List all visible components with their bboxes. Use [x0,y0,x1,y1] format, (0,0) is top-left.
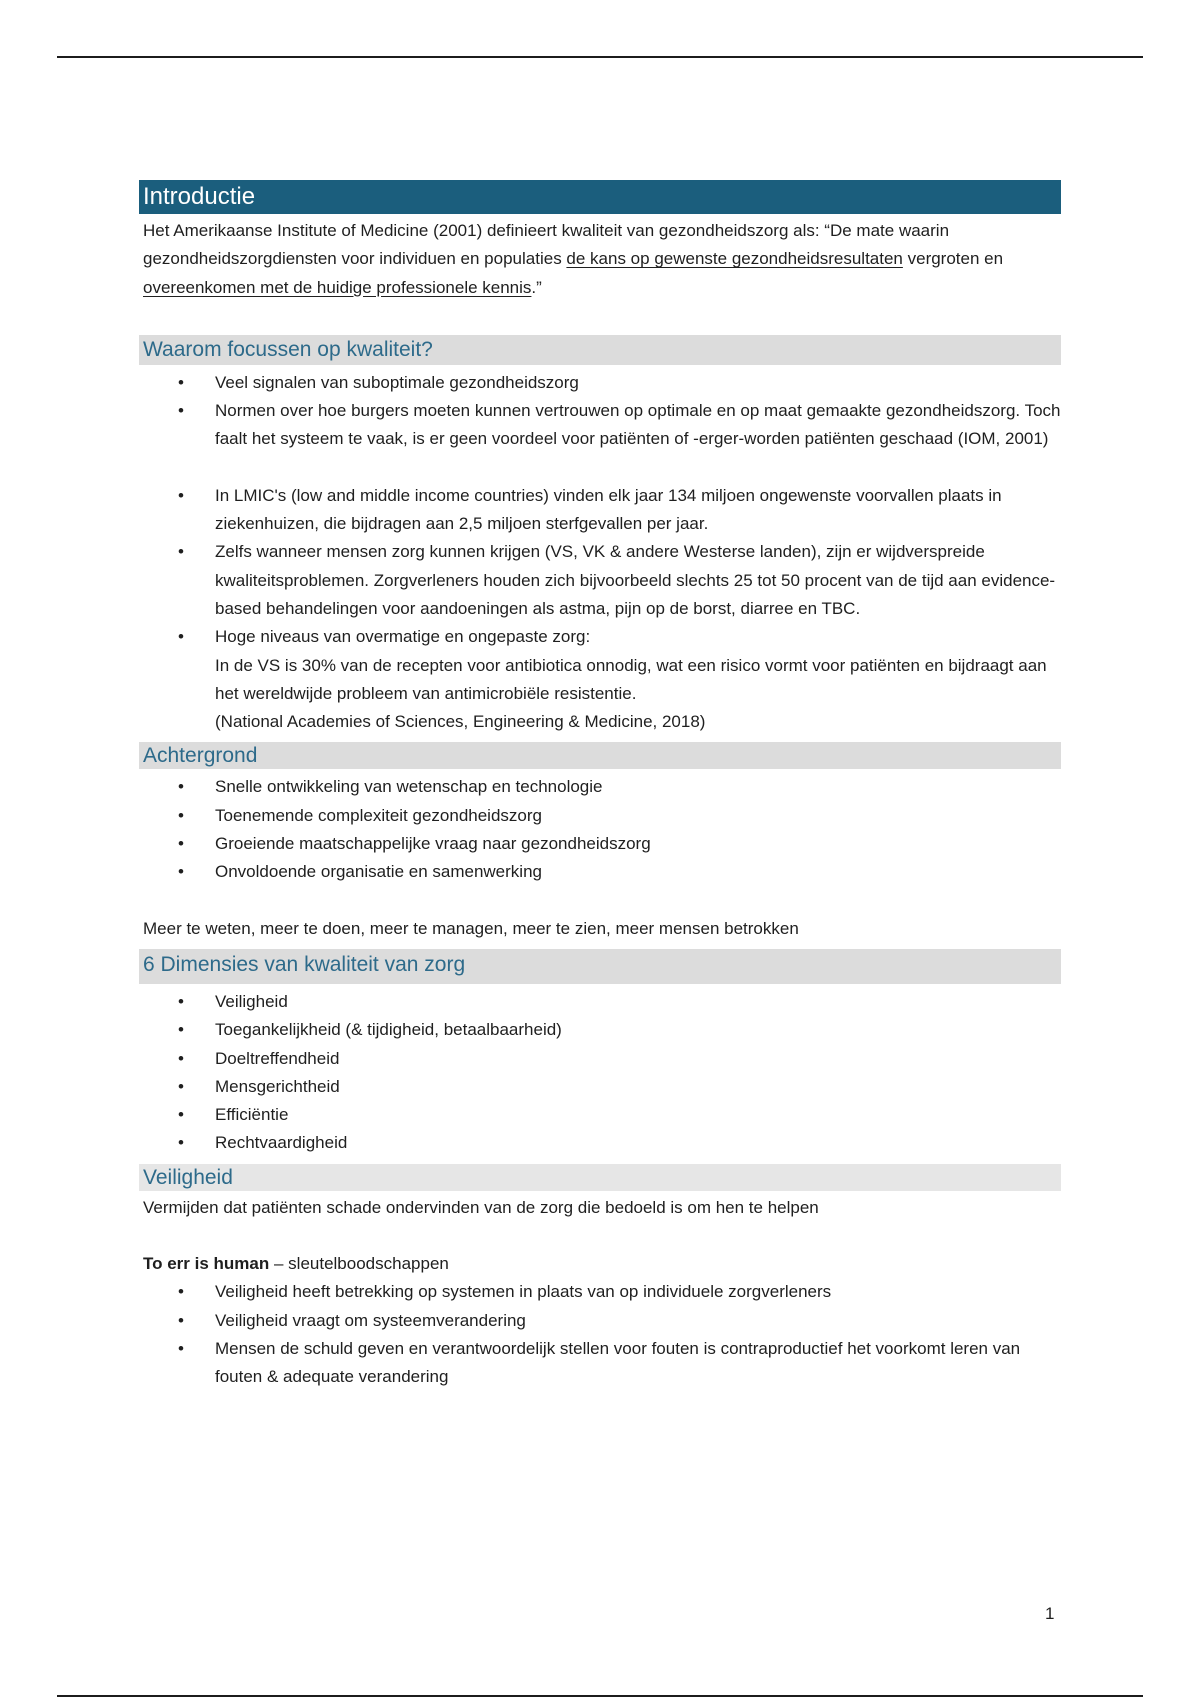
list-item: • Veiligheid [139,988,1061,1016]
safety-definition: Vermijden dat patiënten schade ondervinden van de zorg die bedoeld is om hen te helpen [143,1197,819,1217]
overmatige-zorg-source: (National Academies of Sciences, Engineering & Medicine, 2018) [215,712,706,732]
overmatige-zorg-line2: In de VS is 30% van de recepten voor antibiotica onnodig, wat een risico vormt voor patiënten en bijdraagt aan het wereldwijde probleem van antimicrobiële resistentie. [215,655,1047,703]
list-item: • Veel signalen van suboptimale gezondheidszorg [139,369,1061,397]
background-list [139,773,1061,886]
heading-introductie: Introductie [139,180,1061,214]
to-err-is-human-bold: To err is human [143,1254,270,1274]
list-item-overmatige-zorg [139,623,1061,736]
focus-list-a [139,369,1061,454]
list-item: • Veiligheid heeft betrekking op systemen in plaats van op individuele zorgverleners [139,1278,1061,1306]
heading-waarom-focussen: Waarom focussen op kwaliteit? [139,335,1061,365]
intro-underline-1: de kans op gewenste gezondheidsresultaten [566,249,903,269]
list-item: • Rechtvaardigheid [139,1129,1061,1157]
list-item: • Snelle ontwikkeling van wetenschap en technologie [139,773,1061,801]
page-number: 1 [1045,1604,1055,1623]
intro-paragraph [139,217,1061,302]
header-rule [57,56,1143,58]
list-item: • Toenemende complexiteit gezondheidszorg [139,802,1061,830]
list-item: • Efficiëntie [139,1101,1061,1129]
list-item: • Mensen de schuld geven en verantwoordelijk stellen voor fouten is contraproductief het voorkomt leren van fouten & adequate verandering [139,1335,1061,1392]
document-body [139,180,1061,1392]
heading-achtergrond: Achtergrond [139,742,1061,769]
list-item: • Groeiende maatschappelijke vraag naar gezondheidszorg [139,830,1061,858]
overmatige-zorg-line1: Hoge niveaus van overmatige en ongepaste zorg: [215,627,591,647]
list-item: • Normen over hoe burgers moeten kunnen vertrouwen op optimale en op maat gemaakte gezondheidszorg. Toch faalt het systeem te vaak, is er geen voordeel voor patiënten of -erger-worden patiënten geschaad (IOM, 2001) [139,397,1061,454]
safety-list [139,1278,1061,1391]
to-err-is-human-heading [139,1250,1061,1278]
intro-underline-2: overeenkomen met de huidige professionele kennis [143,277,532,297]
heading-veiligheid: Veiligheid [139,1164,1061,1191]
list-item: • Mensgerichtheid [139,1073,1061,1101]
intro-text-middle: vergroten en [902,249,1004,269]
dimensions-list [139,988,1061,1158]
list-item: • Zelfs wanneer mensen zorg kunnen krijgen (VS, VK & andere Westerse landen), zijn er wijdverspreide kwaliteitsproblemen. Zorgverleners houden zich bijvoorbeeld slechts 25 tot 50 procent van de tijd aan evidence-based behandelingen voor aandoeningen als astma, pijn op de borst, diarree en TBC. [139,538,1061,623]
list-item: • In LMIC's (low and middle income countries) vinden elk jaar 134 miljoen ongewenste voorvallen plaats in ziekenhuizen, die bijdragen aan 2,5 miljoen sterfgevallen per jaar. [139,482,1061,539]
focus-list-b [139,482,1061,737]
list-item: • Doeltreffendheid [139,1045,1061,1073]
to-err-is-human-rest: – sleutelboodschappen [269,1254,449,1274]
background-summary: Meer te weten, meer te doen, meer te managen, meer te zien, meer mensen betrokken [143,918,799,938]
footer-rule [57,1695,1143,1697]
list-item: • Veiligheid vraagt om systeemverandering [139,1307,1061,1335]
list-item: • Toegankelijkheid (& tijdigheid, betaalbaarheid) [139,1016,1061,1044]
intro-text-after: .” [531,277,542,297]
intro-text-before: Het Amerikaanse Institute of Medicine (2001) definieert kwaliteit van gezondheidszorg als: “De mate waarin gezondheidszorgdiensten voor individuen en populaties [143,221,950,269]
heading-6-dimensies: 6 Dimensies van kwaliteit van zorg [139,949,1061,984]
list-item: • Onvoldoende organisatie en samenwerking [139,858,1061,886]
